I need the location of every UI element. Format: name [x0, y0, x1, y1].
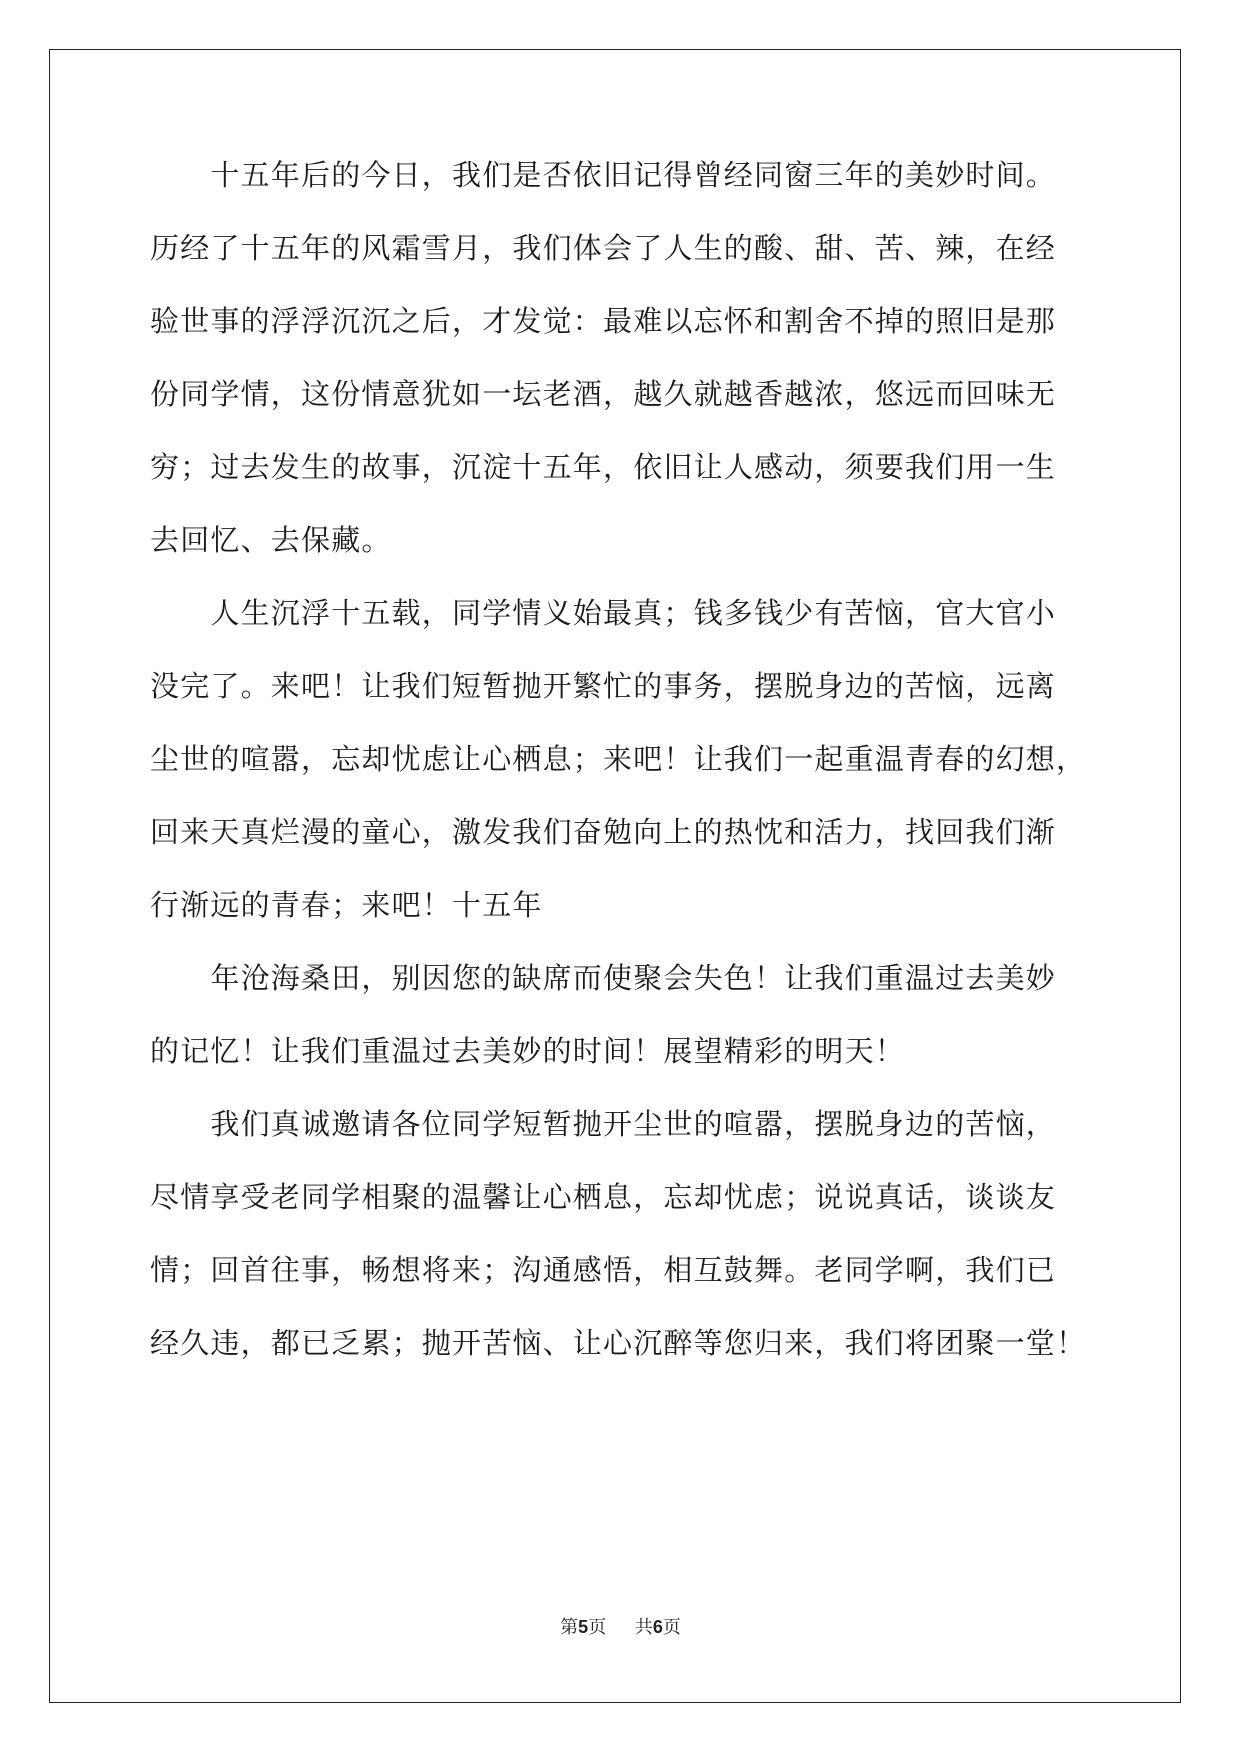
text-line: 尘世的喧嚣，忘却忧虑让心栖息；来吧！让我们一起重温青春的幻想， — [150, 742, 1087, 776]
text-line: 没完了。来吧！让我们短暂抛开繁忙的事务，摆脱身边的苦恼，远离 — [150, 669, 1057, 703]
text-line: 份同学情，这份情意犹如一坛老酒，越久就越香越浓，悠远而回味无 — [150, 377, 1057, 411]
total-pages-label: 共6页 — [634, 1617, 681, 1638]
page-footer — [0, 1615, 1241, 1640]
text-line: 去回忆、去保藏。 — [150, 523, 392, 557]
page-number-label: 第5页 — [560, 1617, 607, 1638]
text-line: 尽情享受老同学相聚的温馨让心栖息，忘却忧虑；说说真话，谈谈友 — [150, 1180, 1057, 1214]
page-border — [49, 49, 1181, 1703]
text-line: 验世事的浮浮沉沉之后，才发觉：最难以忘怀和割舍不掉的照旧是那 — [150, 304, 1057, 338]
text-line: 历经了十五年的风霜雪月，我们体会了人生的酸、甜、苦、辣，在经 — [150, 231, 1057, 265]
total-pages: 6 — [652, 1617, 663, 1637]
text-line: 情；回首往事，畅想将来；沟通感悟，相互鼓舞。老同学啊，我们已 — [150, 1253, 1057, 1287]
text-line: 十五年后的今日，我们是否依旧记得曾经同窗三年的美妙时间。 — [150, 158, 1057, 192]
text-line: 行渐远的青春；来吧！十五年 — [150, 888, 543, 922]
current-page: 5 — [578, 1617, 589, 1637]
text-line: 人生沉浮十五载，同学情义始最真；钱多钱少有苦恼，官大官小 — [150, 596, 1057, 630]
text-line: 穷；过去发生的故事，沉淀十五年，依旧让人感动，须要我们用一生 — [150, 450, 1057, 484]
text-line: 的记忆！让我们重温过去美妙的时间！展望精彩的明天！ — [150, 1034, 906, 1068]
text-line: 我们真诚邀请各位同学短暂抛开尘世的喧嚣，摆脱身边的苦恼， — [150, 1107, 1057, 1141]
text-line: 经久违，都已乏累；抛开苦恼、让心沉醉等您归来，我们将团聚一堂！ — [150, 1326, 1087, 1360]
text-line: 回来天真烂漫的童心，激发我们奋勉向上的热忱和活力，找回我们渐 — [150, 815, 1057, 849]
text-line: 年沧海桑田，别因您的缺席而使聚会失色！让我们重温过去美妙 — [150, 961, 1057, 995]
